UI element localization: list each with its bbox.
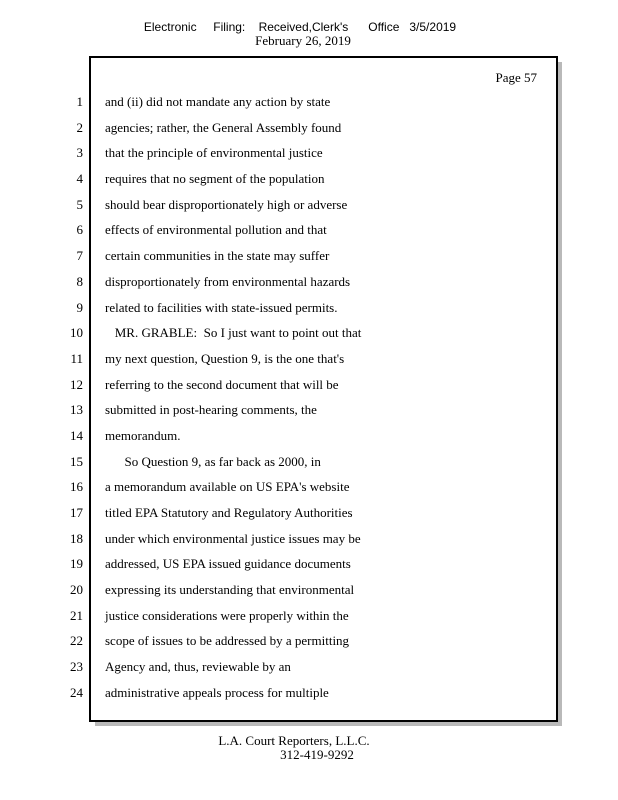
- line-number: 9: [76, 299, 83, 315]
- transcript-row: [40, 192, 548, 218]
- line-number: 11: [70, 350, 83, 366]
- transcript-row: [40, 166, 548, 192]
- transcript-row: [40, 474, 548, 500]
- line-text: disproportionately from environmental hazards: [105, 273, 351, 289]
- line-text: addressed, US EPA issued guidance documents: [105, 556, 351, 572]
- transcript-row: [40, 526, 548, 552]
- transcript-row: [40, 423, 548, 449]
- transcript-row: [40, 346, 548, 372]
- line-text: justice considerations were properly within the: [105, 607, 349, 623]
- line-number: 20: [70, 582, 83, 598]
- line-text: Agency and, thus, reviewable by an: [105, 659, 291, 675]
- line-text: scope of issues to be addressed by a permitting: [105, 633, 350, 649]
- line-number: 24: [70, 684, 83, 700]
- line-text: referring to the second document that will be: [105, 376, 339, 392]
- page-number: Page 57: [495, 70, 537, 85]
- line-number: 8: [76, 273, 83, 289]
- line-text: my next question, Question 9, is the one that's: [105, 350, 345, 366]
- line-text: that the principle of environmental justice: [105, 145, 323, 161]
- line-number: 13: [70, 402, 83, 418]
- line-text: under which environmental justice issues may be: [105, 530, 361, 546]
- transcript-lines: [40, 89, 548, 706]
- line-text: agencies; rather, the General Assembly found: [105, 119, 342, 135]
- line-text: certain communities in the state may suffer: [105, 248, 330, 264]
- line-number: 3: [76, 145, 83, 161]
- transcript-row: [40, 217, 548, 243]
- transcript-row: [40, 603, 548, 629]
- line-number: 14: [70, 427, 83, 443]
- transcript-row: [40, 372, 548, 398]
- line-number: 5: [76, 196, 83, 212]
- line-text: requires that no segment of the population: [105, 171, 325, 187]
- reporter-phone-number: 312-419-9292: [280, 747, 354, 762]
- transcript-row: [40, 243, 548, 269]
- transcript-row: [40, 320, 548, 346]
- line-text: administrative appeals process for multiple: [105, 684, 329, 700]
- transcript-row: [40, 397, 548, 423]
- transcript-row: [40, 140, 548, 166]
- line-number: 2: [76, 119, 83, 135]
- line-number: 18: [70, 530, 83, 546]
- line-text: expressing its understanding that environmental: [105, 582, 355, 598]
- transcript-row: [40, 269, 548, 295]
- line-number: 4: [76, 171, 83, 187]
- line-number: 10: [70, 325, 83, 341]
- transcript-row: [40, 500, 548, 526]
- line-number: 7: [76, 248, 83, 264]
- line-text: and (ii) did not mandate any action by state: [105, 94, 331, 109]
- line-number: 6: [76, 222, 83, 238]
- transcript-row: [40, 577, 548, 603]
- transcript-row: [40, 680, 548, 706]
- line-text: submitted in post-hearing comments, the: [105, 402, 317, 418]
- filing-header: [0, 21, 600, 48]
- line-number: 16: [70, 479, 83, 495]
- line-text: titled EPA Statutory and Regulatory Authorities: [105, 505, 353, 520]
- hearing-date: February 26, 2019: [255, 33, 351, 48]
- transcript-row: [40, 449, 548, 475]
- line-text: should bear disproportionately high or adverse: [105, 196, 348, 212]
- line-text: a memorandum available on US EPA's website: [105, 479, 350, 495]
- transcript-row: [40, 551, 548, 577]
- line-number: 12: [70, 376, 83, 392]
- transcript-row: [40, 115, 548, 141]
- line-text: So Question 9, as far back as 2000, in: [105, 453, 321, 469]
- line-text: MR. GRABLE: So I just want to point out that: [105, 325, 362, 341]
- transcript-row: [40, 295, 548, 321]
- line-number: 19: [70, 556, 83, 572]
- line-text: effects of environmental pollution and that: [105, 222, 327, 238]
- line-number: 23: [70, 659, 83, 675]
- line-number: 22: [70, 633, 83, 649]
- line-number: 15: [70, 453, 83, 469]
- line-number: 17: [70, 505, 83, 520]
- reporter-company-name: L.A. Court Reporters, L.L.C.: [218, 733, 370, 748]
- line-number: 1: [76, 94, 83, 109]
- transcript-row: [40, 654, 548, 680]
- transcript-row: [40, 628, 548, 654]
- line-number: 21: [70, 607, 83, 623]
- line-text: related to facilities with state-issued permits.: [105, 299, 338, 315]
- reporter-footer: [0, 734, 588, 762]
- line-text: memorandum.: [105, 427, 181, 443]
- electronic-filing-stamp: Electronic Filing: Received,Clerk's Office 3/5/2019: [143, 20, 457, 34]
- transcript-row: [40, 89, 548, 115]
